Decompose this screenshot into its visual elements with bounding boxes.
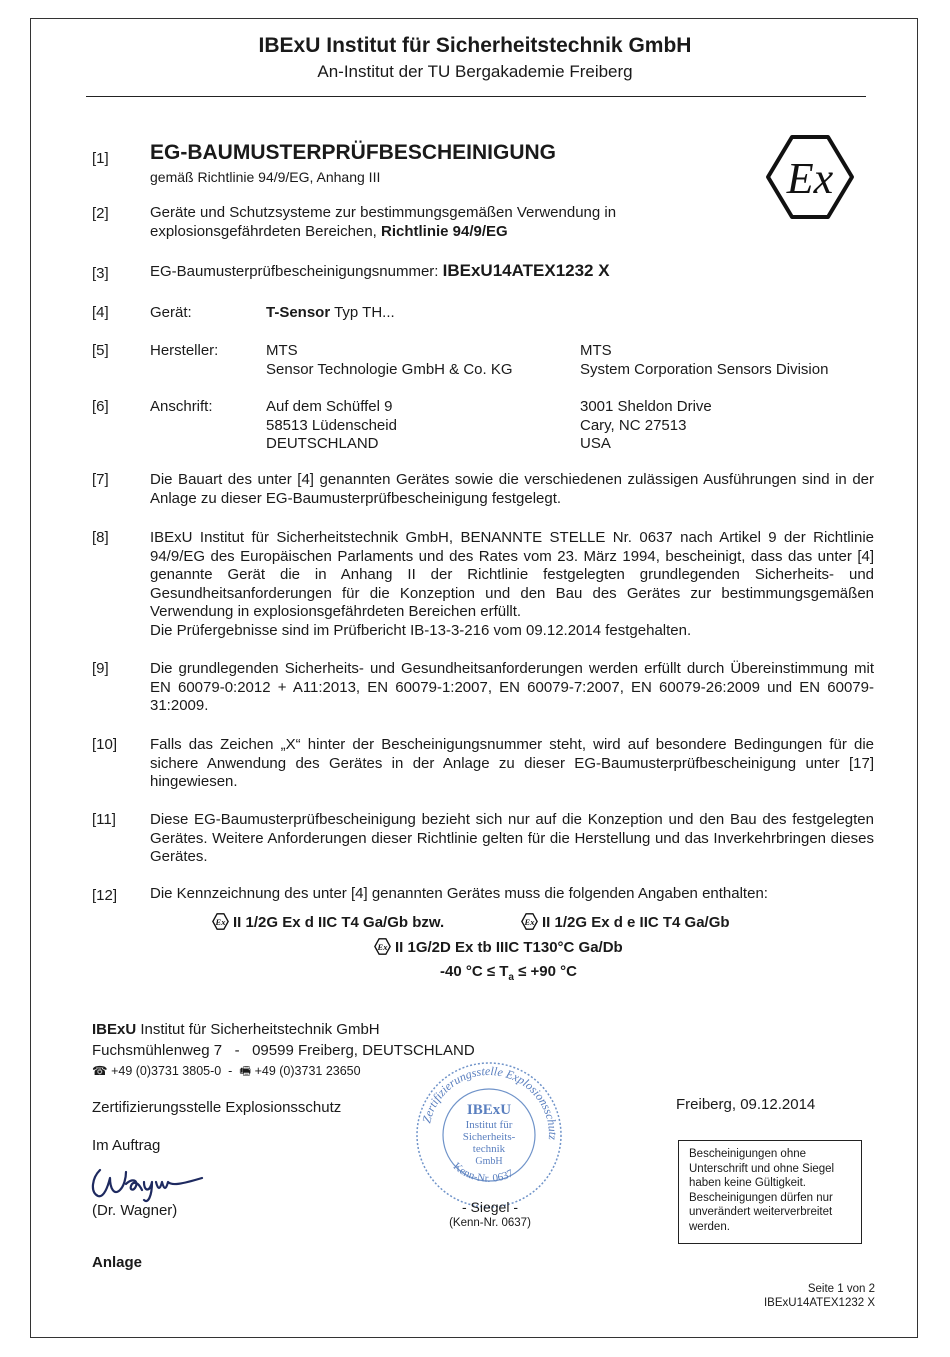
svg-text:Institut für: Institut für <box>465 1119 513 1131</box>
svg-text:Ex: Ex <box>377 941 388 952</box>
ex-hexagon-icon <box>374 938 391 955</box>
official-seal <box>414 1060 564 1210</box>
scope-text: Geräte und Schutzsysteme zur bestimmungsgemäßen Verwendung in explosionsgefährdeten Bereichen, Richtlinie 94/9/EG <box>150 204 617 240</box>
marking-line-3: Ex II 1G/2D Ex tb IIIC T130°C Ga/Db <box>374 938 623 956</box>
issuer-name: IBExU Institut für Sicherheitstechnik GmbH <box>92 1021 380 1038</box>
section-number: [4] <box>92 304 109 321</box>
ex-hexagon-icon <box>764 133 856 221</box>
address-2: 3001 Sheldon Drive Cary, NC 27513 USA <box>580 398 712 452</box>
section-number: [1] <box>92 150 109 167</box>
section-number: [8] <box>92 529 109 546</box>
institute-subtitle: An-Institut der TU Bergakademie Freiberg <box>317 62 633 81</box>
section-number: [3] <box>92 265 109 282</box>
marking-intro: Die Kennzeichnung des unter [4] genannten Gerätes muss die folgenden Angaben enthalten: <box>150 885 768 902</box>
phone-icon: ☎ <box>92 1064 108 1078</box>
manufacturer-label: Hersteller: <box>150 342 219 359</box>
place-date: Freiberg, 09.12.2014 <box>676 1096 816 1113</box>
temperature-range: -40 $^\circ C \le T_a \le +90$ °C <box>440 963 577 983</box>
device-label: Gerät: <box>150 304 192 321</box>
fax-icon: 🖷 <box>239 1064 252 1078</box>
svg-text:Ex: Ex <box>215 916 226 927</box>
signature <box>86 1156 216 1204</box>
issuer-contact: ☎ +49 (0)3731 3805-0 - 🖷 +49 (0)3731 23650 <box>92 1064 361 1078</box>
design-paragraph: Die Bauart des unter [4] genannten Gerätes sowie die verschiedenen zulässigen Ausführungen sind in der Anlage zu dieser EG-Baumusterprüfbescheinigung festgelegt. <box>150 471 874 507</box>
seal-kenn: (Kenn-Nr. 0637) <box>449 1217 531 1229</box>
institute-title: IBExU Institut für Sicherheitstechnik GmbH <box>258 34 692 57</box>
marking-line-1: Ex II 1/2G Ex d IIC T4 Ga/Gb bzw. <box>212 913 444 931</box>
section-number: [7] <box>92 471 109 488</box>
document-title: EG-BAUMUSTERPRÜFBESCHEINIGUNG <box>150 141 557 164</box>
special-conditions-paragraph: Falls das Zeichen „X“ hinter der Bescheinigungsnummer steht, wird auf besondere Bedingungen für die sichere Anwendung des Gerätes in der Anlage zu dieser EG-Baumusterprüfbescheinigung unter [17] hingewiesen. <box>150 736 874 790</box>
manufacturer-2: MTS System Corporation Sensors Division <box>580 342 829 378</box>
certificate-number: IBExU14ATEX1232 X <box>442 261 610 280</box>
address-label: Anschrift: <box>150 398 213 415</box>
ex-hexagon-icon <box>212 913 229 930</box>
section-number: [11] <box>92 811 116 828</box>
svg-text:Kenn-Nr. 0637: Kenn-Nr. 0637 <box>450 1160 516 1185</box>
standards-paragraph: Die grundlegenden Sicherheits- und Gesundheitsanforderungen werden erfüllt durch Übereinstimmung mit EN 60079-0:2012 + A11:2013, EN 60079-1:2007, EN 60079-7:2007, EN 60079-26:2009 und EN 60079-31:2009. <box>150 660 874 714</box>
document-subtitle: gemäß Richtlinie 94/9/EG, Anhang III <box>150 169 381 185</box>
certificate-number-line: EG-Baumusterprüfbescheinigungsnummer: IBExU14ATEX1232 X <box>150 261 610 280</box>
certification-paragraph: IBExU Institut für Sicherheitstechnik GmbH, BENANNTE STELLE Nr. 0637 nach Artikel 9 der Richtlinie 94/9/EG des Europäischen Parlaments und des Rates vom 23. März 1994, bescheinigt, dass das unter [4] genannte Gerät die in Anhang II der Richtlinie festgelegten grundlegenden Sicherheits- und Gesundheitsanforderungen für die Konzeption und den Bau des Gerätes zur bestimmungsgemäßen Verwendung in explosionsgefährdeten Bereichen erfüllt. Die Prüfergebnisse sind im Prüfbericht IB-13-3-216 vom 09.12.2014 festgehalten. <box>150 529 874 639</box>
svg-text:Zertifizierungsstelle Explosio: Zertifizierungsstelle Explosionsschutz <box>419 1063 561 1141</box>
page-number: Seite 1 von 2 <box>807 1283 875 1295</box>
seal-label: - Siegel - <box>461 1199 519 1215</box>
section-number: [6] <box>92 398 109 415</box>
svg-text:Sicherheits-: Sicherheits- <box>462 1131 516 1143</box>
annex-label: Anlage <box>92 1254 143 1271</box>
header-rule <box>86 96 866 97</box>
ex-hexagon-icon <box>521 913 538 930</box>
marking-line-2: Ex II 1/2G Ex d e IIC T4 Ga/Gb <box>521 913 730 931</box>
section-number: [10] <box>92 736 118 753</box>
signatory: (Dr. Wagner) <box>92 1202 178 1219</box>
certification-office: Zertifizierungsstelle Explosionsschutz <box>92 1099 342 1116</box>
address-1: Auf dem Schüffel 9 58513 Lüdenscheid DEUTSCHLAND <box>266 398 397 452</box>
manufacturer-1: MTS Sensor Technologie GmbH & Co. KG <box>266 342 513 378</box>
section-number: [2] <box>92 205 109 222</box>
validity-notice: Bescheinigungen ohne Unterschrift und ohne Siegel haben keine Gültigkeit. Bescheinigungen dürfen nur unverändert weiterverbreitet werden. <box>678 1140 862 1244</box>
svg-text:IBExU: IBExU <box>466 1102 512 1118</box>
svg-text:GmbH: GmbH <box>475 1156 503 1167</box>
footer-cert-number: IBExU14ATEX1232 X <box>763 1297 875 1309</box>
svg-text:Ex: Ex <box>786 154 834 203</box>
svg-text:technik: technik <box>472 1143 506 1155</box>
section-number: [9] <box>92 660 109 677</box>
section-number: [5] <box>92 342 109 359</box>
in-order: Im Auftrag <box>92 1137 161 1154</box>
section-number: [12] <box>92 887 118 904</box>
device-value: T-Sensor Typ TH... <box>266 304 395 321</box>
scope-limitation-paragraph: Diese EG-Baumusterprüfbescheinigung bezieht sich nur auf die Konzeption und den Bau des festgelegten Gerätes. Weitere Anforderungen dieser Richtlinie gelten für die Herstellung und das Inverkehrbringen dieses Gerätes. <box>150 811 874 865</box>
issuer-address: Fuchsmühlenweg 7 - 09599 Freiberg, DEUTSCHLAND <box>92 1042 475 1059</box>
svg-text:Ex: Ex <box>524 916 535 927</box>
